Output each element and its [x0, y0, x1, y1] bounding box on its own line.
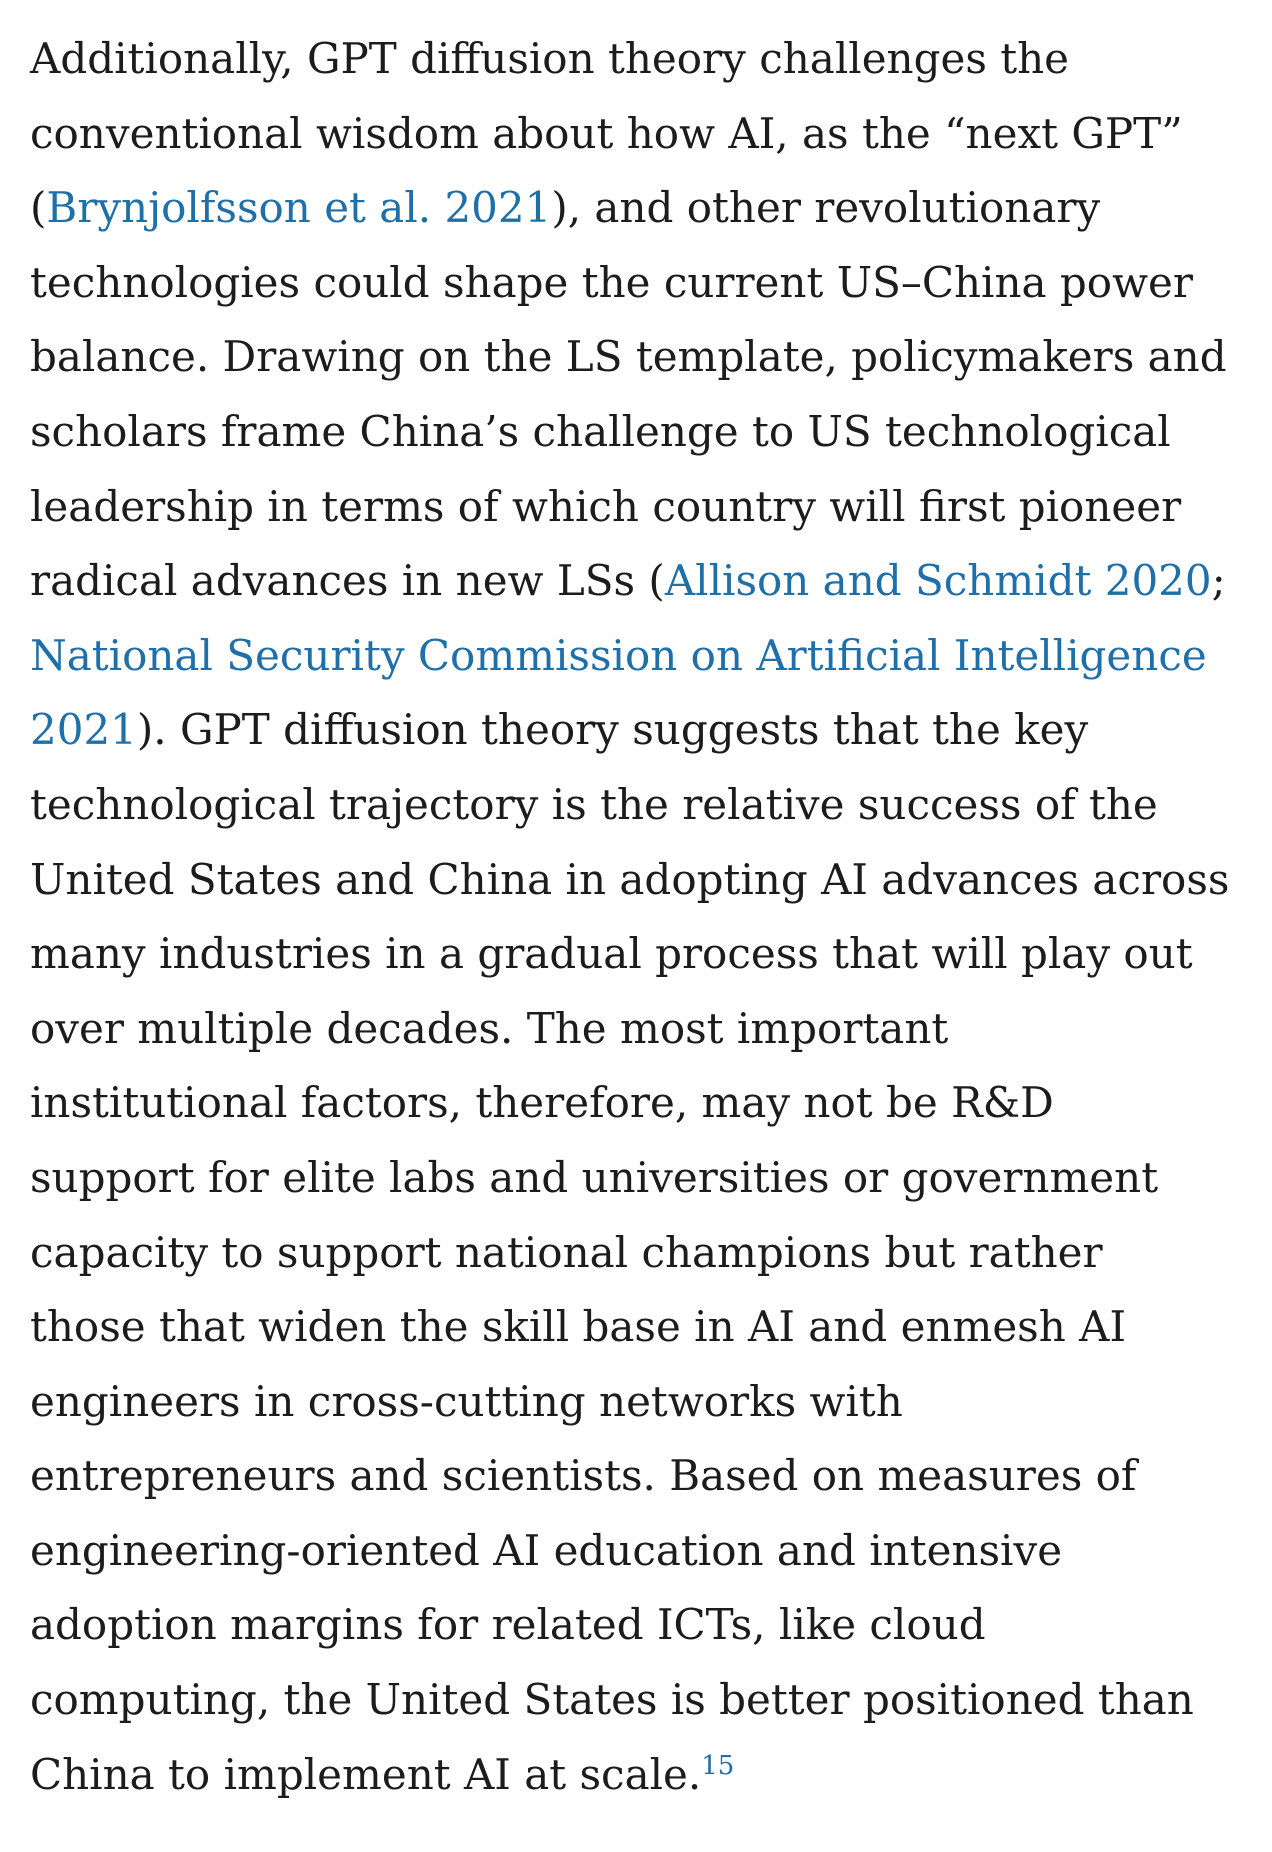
text-line [30, 1066, 1260, 1141]
text-line [30, 619, 1260, 694]
text-segment: engineers in cross-cutting networks with [30, 1376, 903, 1426]
text-segment: those that widen the skill base in AI and enmesh AI [30, 1302, 1127, 1352]
text-line [30, 97, 1260, 172]
article-paragraph [30, 22, 1260, 1812]
footnote-link[interactable] [701, 1750, 734, 1799]
text-line [30, 1588, 1260, 1663]
text-segment: United States and China in adopting AI advances across [30, 854, 1230, 904]
text-line [30, 1514, 1260, 1589]
text-segment: ), and other revolutionary [551, 183, 1101, 233]
text-segment: technological trajectory is the relative success of the [30, 779, 1158, 829]
text-segment: computing, the United States is better positioned than [30, 1675, 1194, 1725]
citation-link[interactable]: Brynjolfsson et al. 2021 [46, 183, 552, 233]
text-segment: China to implement AI at scale. [30, 1749, 702, 1799]
text-segment: capacity to support national champions but rather [30, 1227, 1103, 1277]
text-segment: many industries in a gradual process that will play out [30, 929, 1193, 979]
text-line [30, 171, 1260, 246]
text-segment: ). GPT diffusion theory suggests that the key [136, 705, 1089, 755]
text-segment: ( [30, 183, 47, 233]
text-line [30, 470, 1260, 545]
text-segment: ; [1211, 556, 1226, 606]
text-line [30, 992, 1260, 1067]
text-segment: adoption margins for related ICTs, like cloud [30, 1600, 986, 1650]
text-line [30, 1141, 1260, 1216]
citation-link[interactable]: 2021 [30, 705, 137, 755]
text-line [30, 1738, 1260, 1813]
text-line [30, 544, 1260, 619]
text-segment: over multiple decades. The most important [30, 1003, 949, 1053]
text-line [30, 1216, 1260, 1291]
text-segment: balance. Drawing on the LS template, policymakers and [30, 332, 1227, 382]
text-segment: scholars frame China’s challenge to US technological [30, 406, 1171, 456]
text-segment: entrepreneurs and scientists. Based on measures of [30, 1451, 1137, 1501]
text-segment: leadership in terms of which country will first pioneer [30, 481, 1182, 531]
text-segment: conventional wisdom about how AI, as the “next GPT” [30, 108, 1183, 158]
citation-link[interactable]: Allison and Schmidt 2020 [664, 556, 1212, 606]
text-line [30, 246, 1260, 321]
text-line [30, 693, 1260, 768]
text-segment: institutional factors, therefore, may not be R&D [30, 1078, 1054, 1128]
text-segment: support for elite labs and universities or government [30, 1152, 1159, 1202]
text-segment: Additionally, GPT diffusion theory challenges the [30, 34, 1070, 83]
text-line [30, 395, 1260, 470]
text-line [30, 843, 1260, 918]
footnote-marker[interactable]: 15 [701, 1750, 735, 1781]
text-segment: engineering-oriented AI education and intensive [30, 1525, 1063, 1575]
citation-link[interactable]: National Security Commission on Artificial Intelligence [30, 630, 1207, 680]
text-line [30, 320, 1260, 395]
text-line [30, 1290, 1260, 1365]
text-segment: radical advances in new LSs ( [30, 556, 665, 606]
text-line [30, 768, 1260, 843]
text-segment: technologies could shape the current US–China power [30, 257, 1193, 307]
text-line [30, 1439, 1260, 1514]
text-line [30, 1663, 1260, 1738]
text-line [30, 917, 1260, 992]
text-line [30, 22, 1260, 97]
text-line [30, 1365, 1260, 1440]
